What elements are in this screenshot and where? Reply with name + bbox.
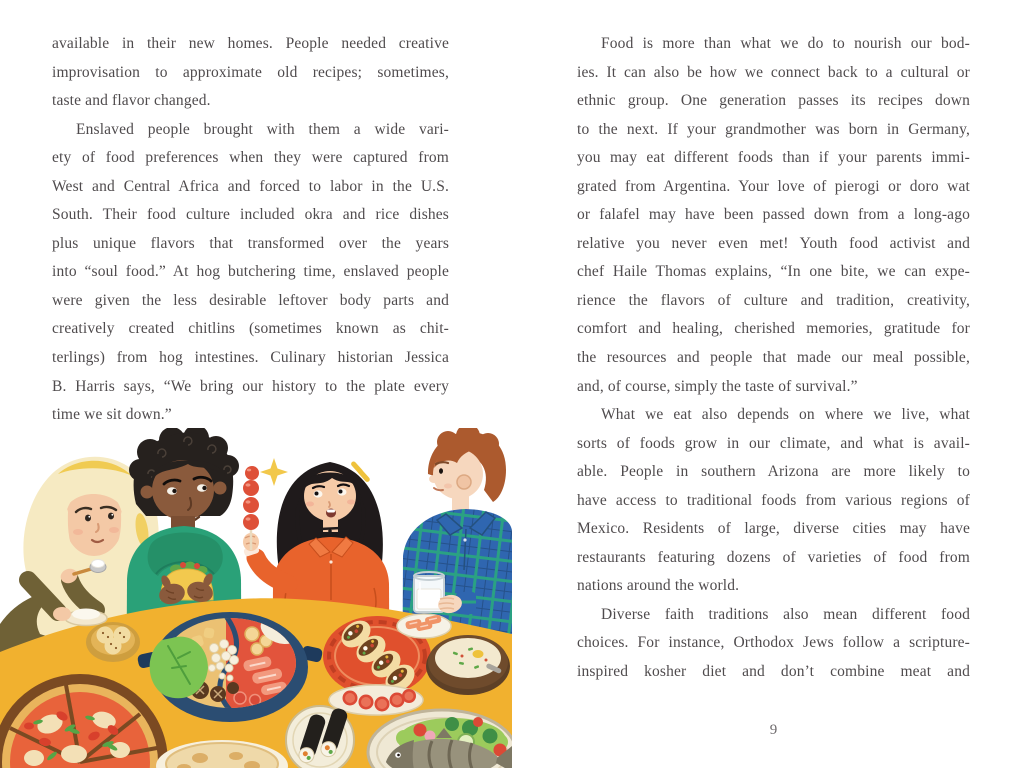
text-line: terlings) from hog intestines. Culinary historian Jessica	[52, 349, 449, 367]
text-line: you may eat different foods than if your parents immi-	[577, 149, 970, 167]
text-line: creatively created chitlins (sometimes known as chit-	[52, 320, 449, 338]
text-line: into “soul food.” At hog butchering time, enslaved people	[52, 263, 449, 281]
text-line: grated from Argentina. Your love of pierogi or doro wat	[577, 177, 970, 195]
dish-soup-bowl	[426, 635, 510, 695]
text-line: choices. For instance, Orthodox Jews follow a scripture-	[577, 634, 970, 652]
left-page-text	[52, 30, 449, 430]
text-line: taste and flavor changed.	[52, 92, 211, 110]
text-line: restaurants featuring dozens of varieties of food from	[577, 548, 970, 566]
text-line: the resources and people that made our meal possible,	[577, 349, 970, 367]
text-line: or falafel may have been passed down from a long-ago	[577, 206, 970, 224]
text-line: inspired kosher diet and don’t combine meat and	[577, 663, 970, 681]
right-page-text	[577, 30, 970, 687]
text-line: nations around the world.	[577, 577, 740, 595]
illustration-diverse-kids-food-table	[0, 428, 512, 768]
text-line: What we eat also depends on where we live, what	[601, 406, 970, 424]
text-line: Mexico. Residents of large, diverse cities may have	[577, 520, 970, 538]
text-line: sorts of foods grow in our climate, and what is avail-	[577, 434, 970, 452]
text-line: relative you never even met! Youth food activist and	[577, 234, 970, 252]
sparkle-icon	[260, 458, 288, 486]
dish-dumplings	[86, 622, 140, 662]
dish-sashimi-plate	[397, 614, 451, 638]
text-line: and, of course, simply the taste of survival.”	[577, 377, 858, 395]
text-line: South. Their food culture included okra and rice dishes	[52, 206, 449, 224]
text-line: ethnic group. One generation passes its recipes down	[577, 92, 970, 110]
text-line: rience the flavors of culture and tradition, creativity,	[577, 291, 970, 309]
text-line: Diverse faith traditions also mean different food	[601, 605, 970, 623]
text-line: available in their new homes. People needed creative	[52, 35, 449, 52]
text-line: Food is more than what we do to nourish our bod-	[601, 35, 970, 52]
text-line: to the next. If your grandmother was born in Germany,	[577, 120, 970, 138]
text-line: West and Central Africa and forced to labor in the U.S.	[52, 177, 449, 195]
choker	[320, 528, 341, 529]
dish-sushi-rolls	[286, 706, 354, 768]
text-line: improvisation to approximate old recipes; sometimes,	[52, 63, 449, 81]
text-line: Enslaved people brought with them a wide vari-	[76, 120, 449, 138]
text-line: ies. It can also be how we connect back to a cultural or	[577, 63, 970, 81]
text-line: B. Harris says, “We bring our history to the plate every	[52, 377, 449, 395]
page-number: 9	[769, 722, 778, 738]
text-line: have access to traditional foods from various regions of	[577, 491, 970, 509]
text-line: ety of food preferences when they were captured from	[52, 149, 449, 167]
text-line: were given the less desirable leftover body parts and	[52, 291, 449, 309]
text-line: able. People in southern Arizona are more likely to	[577, 463, 970, 481]
text-line: time we sit down.”	[52, 406, 172, 424]
text-line: chef Haile Thomas explains, “In one bite, we can expe-	[577, 263, 970, 281]
text-line: comfort and healing, cherished memories, gratitude for	[577, 320, 970, 338]
text-line: plus unique flavors that transformed over the years	[52, 234, 449, 252]
